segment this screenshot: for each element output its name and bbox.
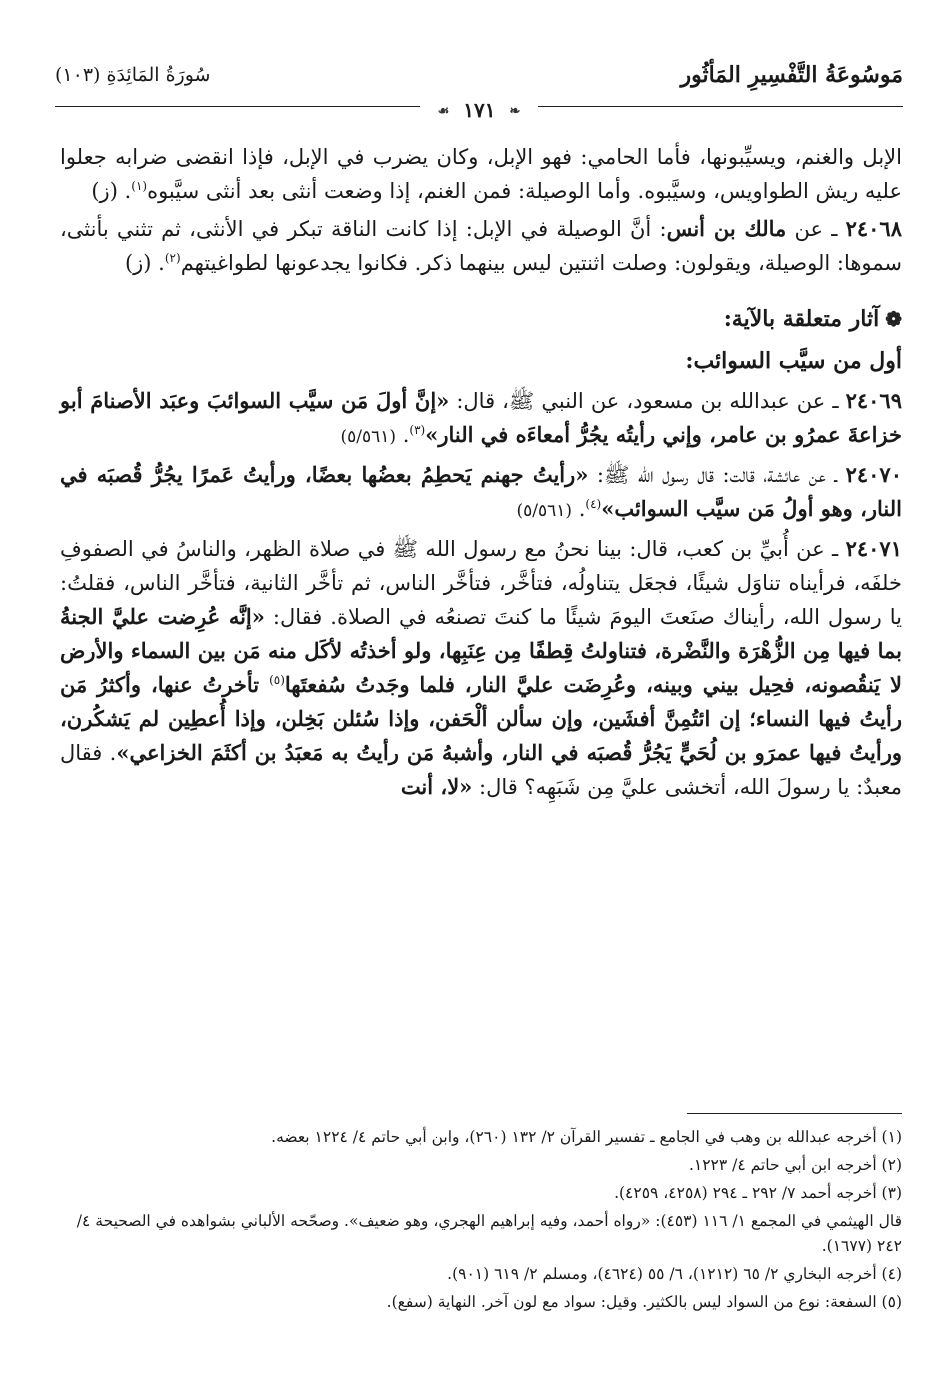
footnote-4: (٤) أخرجه البخاري ٢/ ٦٥ (١٢١٢)، ٦/ ٥٥ (٤٦٢٤)، ومسلم ٢/ ٦١٩ (٩٠١). bbox=[447, 1265, 902, 1283]
footnotes bbox=[60, 1125, 902, 1318]
footnote-ref: (١) bbox=[131, 179, 148, 193]
narration-number: ٢٤٠٦٨ bbox=[845, 216, 902, 241]
narration-24071 bbox=[60, 532, 902, 804]
narration-number: ٢٤٠٦٩ bbox=[845, 388, 902, 413]
ornament-icon: ☙ bbox=[437, 104, 450, 119]
hadith-quote: «إنَّه عُرِضت عليَّ الجنةُ بما فيها مِن الزُّهْرَة والنَّضْرة، فتناولتُ قِطفًا مِن عِنَبِها، ولو أخذتُه لأكَل منه مَن بين السماء والأرض لا يَنقُصونه، فحِيل بيني وبينه، وعُرِضَت عليَّ النار، فلما وجَدتُ سُفعتَها bbox=[60, 604, 902, 697]
text: . bbox=[572, 497, 586, 521]
footnote-3-note: قال الهيثمي في المجمع ١/ ١١٦ (٤٥٣): «رواه أحمد، وفيه إبراهيم الهجري، وهو ضعيف». وصحّحه الألباني بشواهده في الصحيحة ٤/ ٢٤٢ (١٦٧٧). bbox=[76, 1212, 902, 1255]
page-number: ١٧١ bbox=[457, 98, 501, 122]
text: ـ عن أُبيِّ بن كعب، قال: بينا نحنُ مع رسول الله ﷺ في صلاة الظهر، والناسُ في الصفوفِ خلفَه، فرأيناه تناوَل شيئًا، فجعَل يتناولُه، فتأخَّر، فتأخَّر الناس، ثم تأخَّر الثانية، فتأخَّر الناس، فقلتُ: يا رسول الله، رأيناك صنَعتَ اليومَ شيئًا ما كنتَ تصنعُه في الصلاة. فقال: bbox=[60, 537, 903, 629]
text: . (ز) bbox=[91, 179, 132, 203]
text: الإبل والغنم، ويسيِّبونها، فأما الحامي: فهو الإبل، وكان يضرب في الإبل، فإذا انقضى ضرابه جعلوا عليه ريش الطواويس، وسيَّبوه. وأما الوصيلة: فمن الغنم، إذا وضعت أنثى بعد أنثى سيَّبوه bbox=[60, 145, 902, 203]
footnote-3: (٣) أخرجه أحمد ٧/ ٢٩٢ ـ ٢٩٤ (٤٢٥٨، ٤٢٥٩). bbox=[614, 1184, 902, 1202]
footnote-2: (٢) أخرجه ابن أبي حاتم ٤/ ١٢٢٣. bbox=[688, 1156, 902, 1174]
footnote-ref: (٥) bbox=[269, 673, 285, 687]
sub-heading: أول من سيَّب السوائب: bbox=[685, 348, 902, 374]
text: ـ عن عبدالله بن مسعود، عن النبي ﷺ، قال: bbox=[449, 389, 846, 413]
flower-icon: ❁ bbox=[885, 307, 902, 331]
page-header bbox=[55, 62, 903, 122]
section-heading bbox=[60, 302, 902, 336]
hadith-quote: «لا، أنت bbox=[400, 774, 473, 799]
hadith-quote: «إنَّ أولَ مَن سيَّب السوائبَ وعبَد الأصنامَ أبو خزاعةَ عمرُو بن عامر، وإني رأيتُه يجُرُّ أمعاءَه في النار» bbox=[60, 388, 902, 447]
heading-text: آثار متعلقة بالآية: bbox=[723, 306, 880, 332]
text: ـ عن bbox=[786, 217, 846, 241]
text: : أنَّ الوصيلة في الإبل: إذا كانت الناقة تبكر في الأنثى، ثم تثني بأنثى، سموها: الوصيلة، ويقولون: وصلت اثنتين ليس بينهما ذكر. فكانوا يجدعونها لطواغيتهم bbox=[60, 217, 902, 275]
cross-reference: (٥/٥٦١) bbox=[516, 501, 573, 521]
ornament-icon: ❧ bbox=[509, 104, 521, 119]
text: ـ عن عائشة، قالت: قال رسول الله ﷺ: bbox=[588, 463, 846, 487]
footnote-ref: (٣) bbox=[409, 423, 426, 437]
footnote-ref: (٢) bbox=[164, 251, 181, 265]
footnote-divider bbox=[687, 1113, 902, 1114]
page-number-block bbox=[55, 98, 903, 122]
footnote-5: (٥) السفعة: نوع من السواد ليس بالكثير. وقيل: سواد مع لون آخر. النهاية (سفع). bbox=[386, 1293, 902, 1311]
narration-number: ٢٤٠٧١ bbox=[845, 536, 902, 561]
cross-reference: (٥/٥٦١) bbox=[340, 427, 397, 447]
narrator-name: مالك بن أنس bbox=[666, 216, 787, 241]
surah-title: سُورَةُ المَائِدَةِ (١٠٣) bbox=[55, 64, 211, 86]
narration-24070 bbox=[60, 458, 902, 528]
hadith-quote: تأخرتُ عنها، وأكثرُ مَن رأيتُ فيها النساء؛ إن ائتُمِنَّ أفشَين، وإن سألن ألْحَفن، وإذا سُئلن بَخِلن، وإذا أُعطِين لم يَشكُرن، ورأيتُ فيها عمرَو بن لُحَيٍّ يَجُرُّ قُصبَه في النار، وأشبهُ مَن رأيتُ به مَعبَدُ بن أكثَمَ الخزاعي» bbox=[60, 672, 902, 765]
narration-number: ٢٤٠٧٠ bbox=[845, 462, 902, 487]
text: . (ز) bbox=[124, 251, 165, 275]
paragraph-continuation bbox=[60, 140, 902, 208]
footnote-1: (١) أخرجه عبدالله بن وهب في الجامع ـ تفسير القرآن ٢/ ١٣٢ (٢٦٠)، وابن أبي حاتم ٤/ ١٢٢٤ بعضه. bbox=[271, 1128, 902, 1146]
footnote-ref: (٤) bbox=[585, 497, 602, 511]
narration-24069 bbox=[60, 384, 902, 454]
hadith-quote: «رأيتُ جهنم يَحطِمُ بعضُها بعضًا، ورأيتُ عَمرًا يجُرُّ قُصبَه في النار، وهو أولُ مَن سيَّب السوائب» bbox=[60, 462, 902, 521]
narration-24068 bbox=[60, 212, 902, 280]
text: . فقال معبدٌ: يا رسولَ الله، أتخشى عليَّ مِن شَبَهِه؟ قال: bbox=[60, 741, 902, 799]
main-text bbox=[60, 140, 902, 808]
text: . bbox=[396, 423, 410, 447]
book-title: مَوسُوعَةُ التَّفْسِيرِ المَأثُور bbox=[680, 62, 903, 88]
